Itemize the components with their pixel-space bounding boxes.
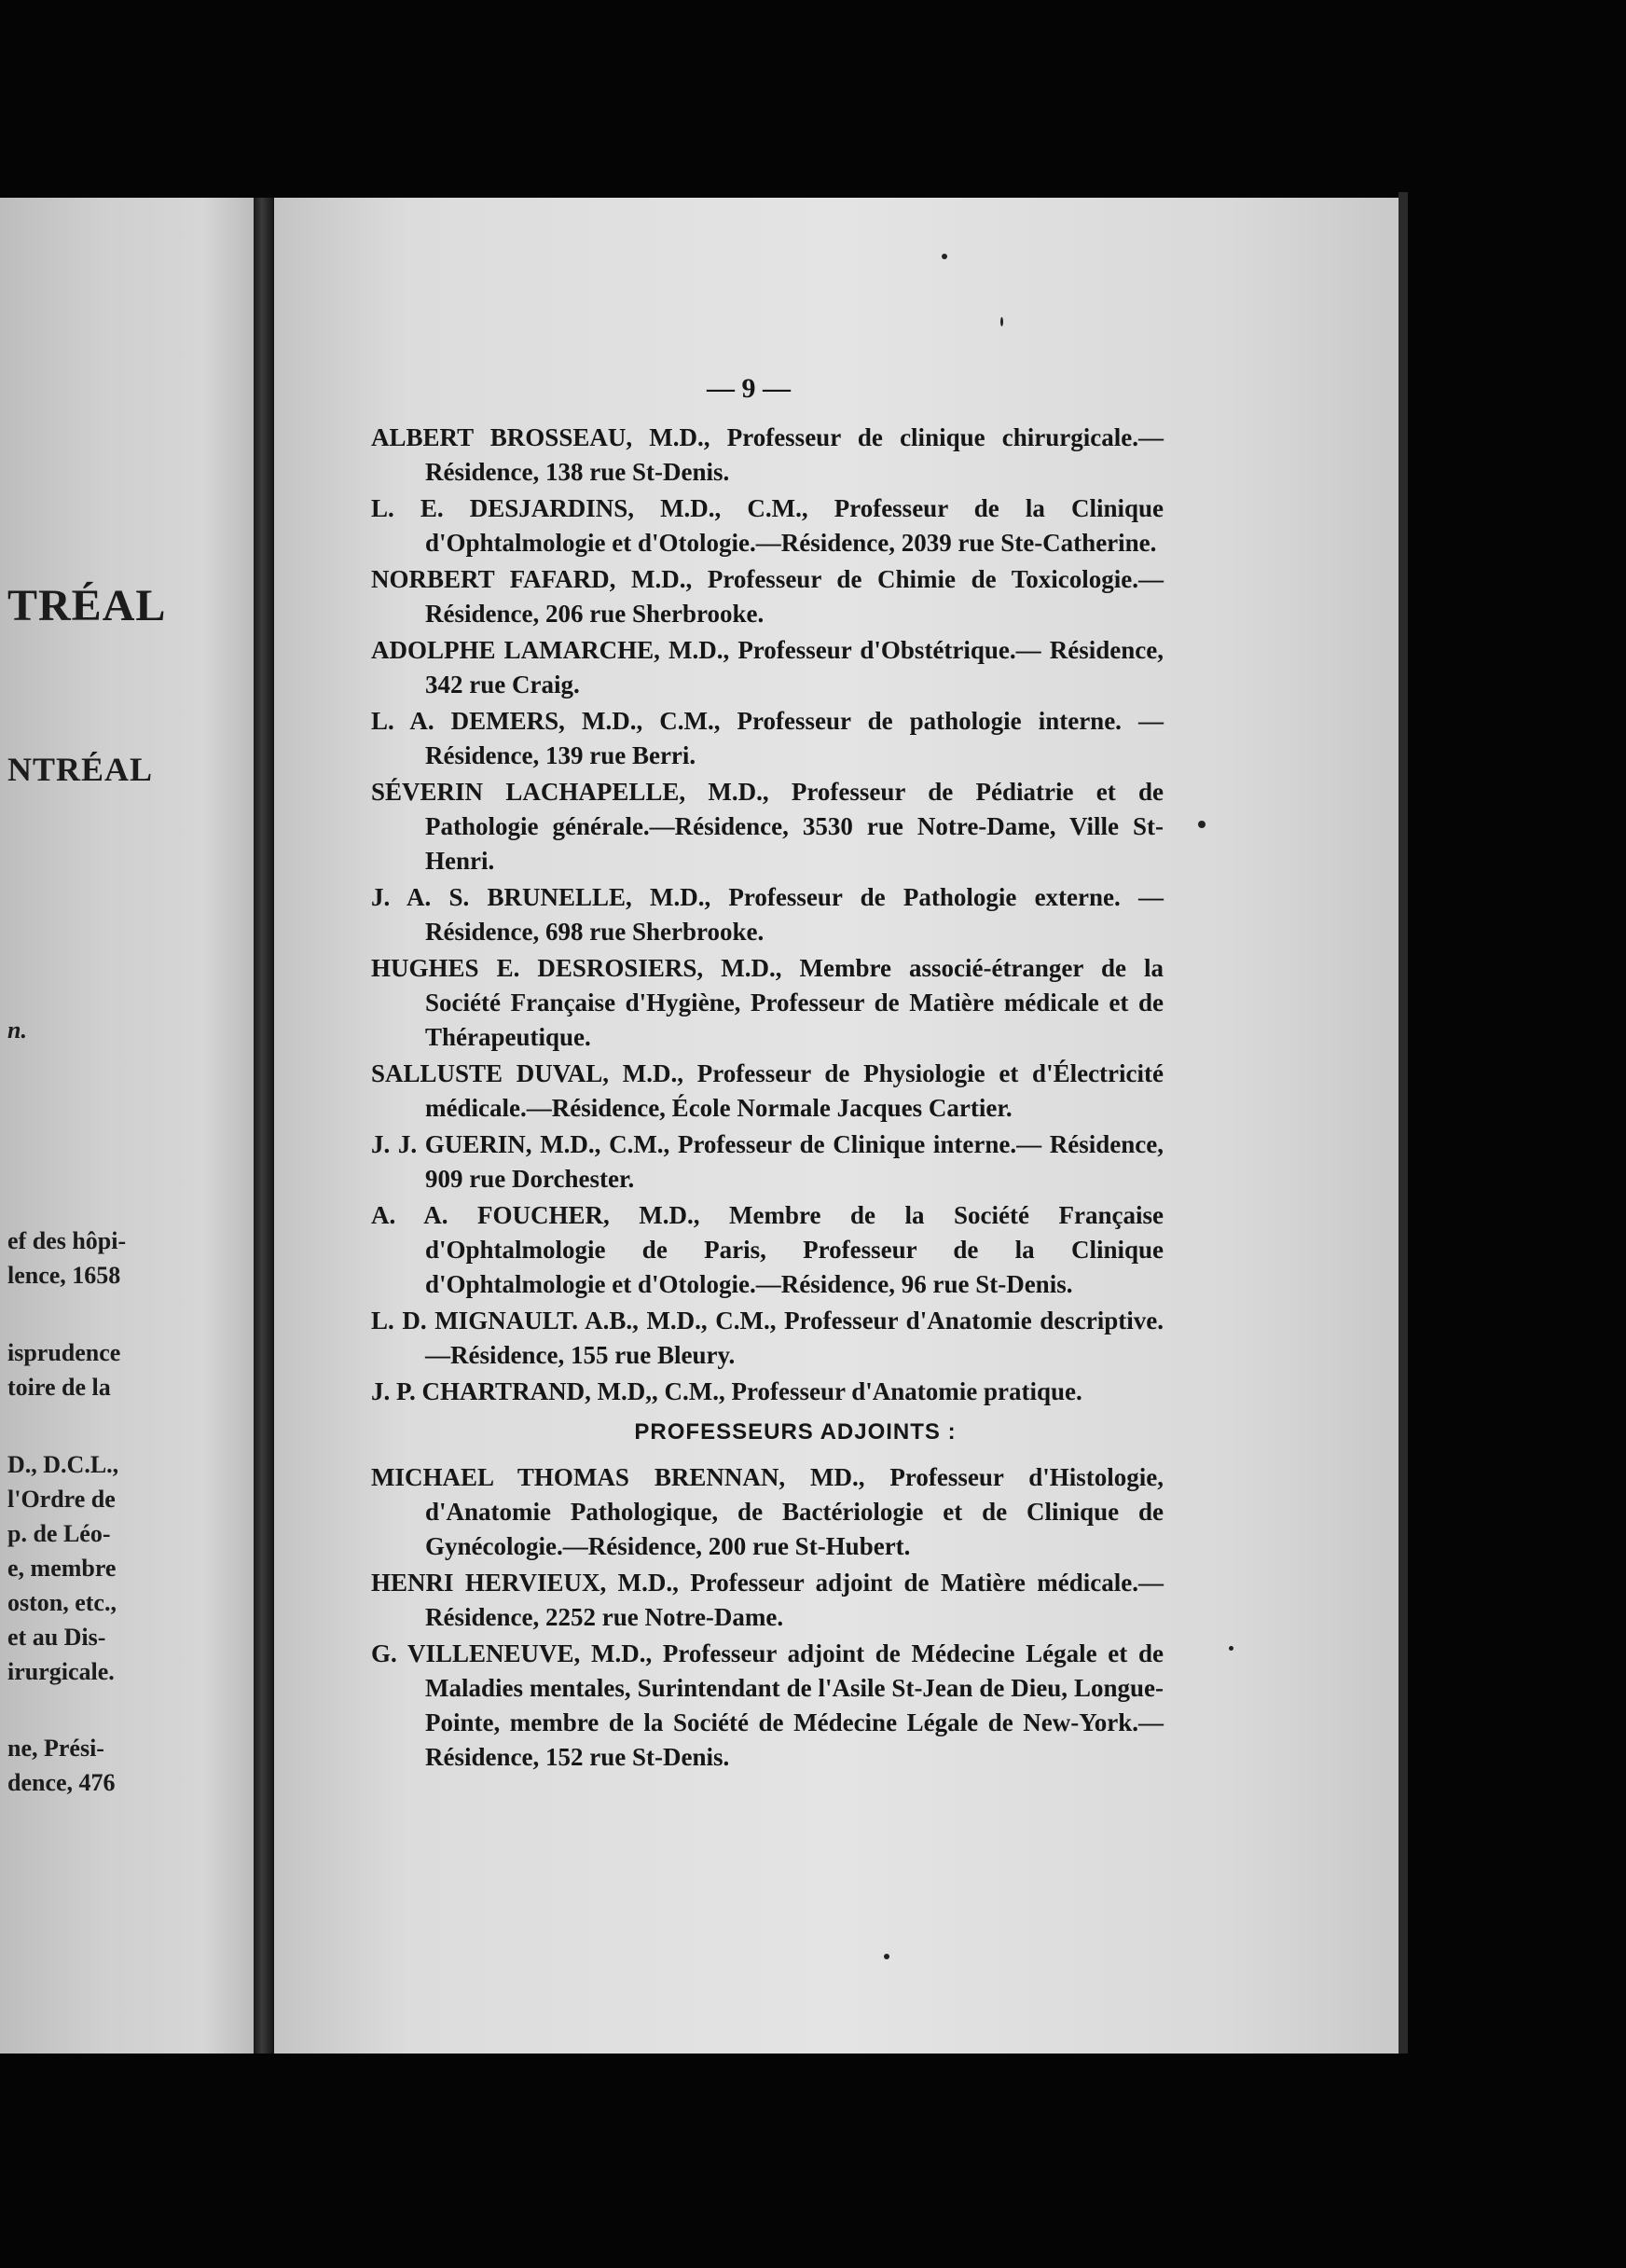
scan-speck bbox=[1000, 317, 1003, 326]
left-fragment: l'Ordre de bbox=[7, 1486, 116, 1513]
faculty-entry: SÉVERIN LACHAPELLE, M.D., Professeur de Pédiatrie et de Pathologie générale.—Résidence, 3530 rue Notre-Dame, Ville St-Henri. bbox=[371, 778, 1164, 875]
faculty-entry: SALLUSTE DUVAL, M.D., Professeur de Physiologie et d'Électricité médicale.—Résidence, École Normale Jacques Cartier. bbox=[371, 1059, 1164, 1122]
left-fragment: e, membre bbox=[7, 1555, 117, 1582]
faculty-entry: J. P. CHARTRAND, M.D,, C.M., Professeur d'Anatomie pratique. bbox=[371, 1377, 1082, 1405]
scan-speck bbox=[1198, 821, 1206, 828]
left-fragment: oston, etc., bbox=[7, 1589, 117, 1616]
adjoint-entry: G. VILLENEUVE, M.D., Professeur adjoint de Médecine Légale et de Maladies mentales, Surintendant de l'Asile St-Jean de Dieu, Longue-Pointe, membre de la Société de Médecine Légale de New-York.—Résidence, 152 rue St-Denis. bbox=[371, 1639, 1164, 1771]
left-fragment: et au Dis- bbox=[7, 1624, 106, 1651]
left-fragment: dence, 476 bbox=[7, 1769, 116, 1796]
left-fragment: TRÉAL bbox=[7, 581, 167, 630]
faculty-entry: J. A. S. BRUNELLE, M.D., Professeur de Pathologie externe. —Résidence, 698 rue Sherbrooke. bbox=[371, 883, 1164, 946]
left-fragment: irurgicale. bbox=[7, 1658, 115, 1685]
faculty-entry: L. A. DEMERS, M.D., C.M., Professeur de pathologie interne. —Résidence, 139 rue Berri. bbox=[371, 707, 1164, 769]
left-fragment: toire de la bbox=[7, 1374, 111, 1401]
scan-speck bbox=[1229, 1646, 1233, 1651]
book-spine bbox=[254, 198, 274, 2054]
faculty-entry: L. D. MIGNAULT. A.B., M.D., C.M., Professeur d'Anatomie descriptive.—Résidence, 155 rue Bleury. bbox=[371, 1307, 1164, 1369]
faculty-entry: A. A. FOUCHER, M.D., Membre de la Société Française d'Ophtalmologie de Paris, Professeur de la Clinique d'Ophtalmologie et d'Otologie.—Résidence, 96 rue St-Denis. bbox=[371, 1201, 1164, 1298]
scan-speck bbox=[942, 254, 947, 259]
faculty-entry: HUGHES E. DESROSIERS, M.D., Membre associé-étranger de la Société Française d'Hygiène, Professeur de Matière médicale et de Thérapeutique. bbox=[371, 954, 1164, 1051]
left-fragment: D., D.C.L., bbox=[7, 1451, 119, 1478]
left-fragment: ef des hôpi- bbox=[7, 1227, 127, 1254]
page-number: — 9 — bbox=[707, 373, 791, 404]
faculty-entry: ALBERT BROSSEAU, M.D., Professeur de clinique chirurgicale.—Résidence, 138 rue St-Denis. bbox=[371, 423, 1164, 486]
left-fragment: ne, Prési- bbox=[7, 1735, 104, 1762]
scan-speck bbox=[884, 1954, 889, 1959]
left-fragment: NTRÉAL bbox=[7, 751, 154, 788]
left-fragment: isprudence bbox=[7, 1339, 121, 1366]
page-edge bbox=[1399, 192, 1408, 2054]
adjoint-entry: MICHAEL THOMAS BRENNAN, MD., Professeur d'Histologie, d'Anatomie Pathologique, de Bactériologie et de Clinique de Gynécologie.—Résidence, 200 rue St-Hubert. bbox=[371, 1463, 1164, 1560]
section-heading: PROFESSEURS ADJOINTS : bbox=[634, 1419, 957, 1445]
left-fragment: n. bbox=[7, 1016, 27, 1044]
left-fragment: lence, 1658 bbox=[7, 1262, 121, 1289]
faculty-entry: NORBERT FAFARD, M.D., Professeur de Chimie de Toxicologie.—Résidence, 206 rue Sherbrooke. bbox=[371, 565, 1164, 628]
left-fragment: p. de Léo- bbox=[7, 1520, 111, 1547]
page-content bbox=[371, 371, 1164, 1777]
adjoint-entry: HENRI HERVIEUX, M.D., Professeur adjoint de Matière médicale.—Résidence, 2252 rue Notre-Dame. bbox=[371, 1569, 1164, 1631]
faculty-entry: ADOLPHE LAMARCHE, M.D., Professeur d'Obstétrique.— Résidence, 342 rue Craig. bbox=[371, 636, 1164, 698]
left-facing-page bbox=[0, 198, 254, 2054]
faculty-entry: L. E. DESJARDINS, M.D., C.M., Professeur de la Clinique d'Ophtalmologie et d'Otologie.—Résidence, 2039 rue Ste-Catherine. bbox=[371, 494, 1164, 557]
faculty-entry: J. J. GUERIN, M.D., C.M., Professeur de Clinique interne.— Résidence, 909 rue Dorchester. bbox=[371, 1130, 1164, 1193]
